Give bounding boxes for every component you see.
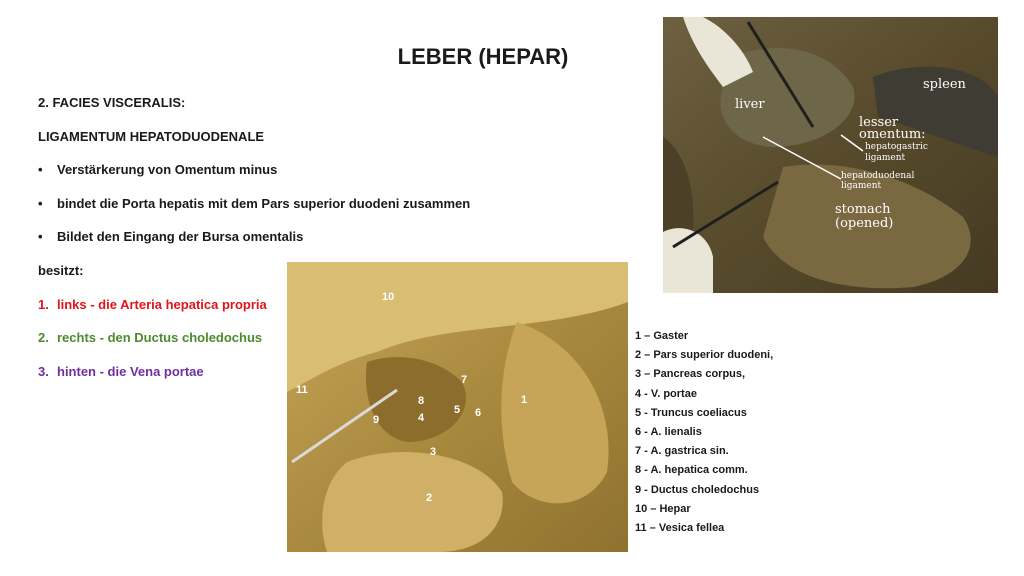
lesser-label: lesser [859,115,899,130]
label-10: 10 [382,291,395,303]
bullet-icon: • [38,195,43,211]
label-3: 3 [430,446,437,458]
label-7: 7 [461,374,468,386]
bullet-icon: • [38,162,43,178]
besitzt-label: besitzt: [38,262,84,278]
label-11: 11 [296,384,308,396]
legend-list [635,330,875,541]
hepatoduodenal-ligament-label: ligament [841,181,882,191]
stomach-label: stomach [835,202,891,217]
photo-illustration [287,262,628,552]
spleen-label: spleen [923,77,966,92]
label-8: 8 [418,395,425,407]
item-number: 3. [38,363,49,379]
bullet-text: Verstärkerung von Omentum minus [57,162,278,178]
bullet-text: Bildet den Eingang der Bursa omentalis [57,229,304,245]
slide-title: LEBER (HEPAR) [397,44,569,69]
legend-item: 3 – Pancreas corpus, [635,368,746,381]
legend-item: 11 – Vesica fellea [635,521,725,534]
label-4: 4 [418,412,425,424]
item-text: rechts - den Ductus choledochus [57,330,263,346]
legend-item: 2 – Pars superior duodeni, [635,349,774,362]
item-text: hinten - die Vena portae [57,363,204,379]
hepatogastric-ligament-label: ligament [865,153,906,163]
item-text: links - die Arteria hepatica propria [57,296,267,312]
label-6: 6 [475,407,482,419]
opened-label: (opened) [835,216,894,231]
bullet-item [38,196,508,230]
legend-item: 10 – Hepar [635,502,691,515]
legend-item: 1 – Gaster [635,330,689,342]
label-9: 9 [373,414,380,426]
legend-item: 5 - Truncus coeliacus [635,406,747,419]
bullet-text: bindet die Porta hepatis mit dem Pars superior duodeni zusammen [57,195,471,211]
legend-item: 7 - A. gastrica sin. [635,445,729,458]
item-number: 2. [38,330,49,346]
omentum-label: omentum: [859,127,926,142]
item-number: 1. [38,296,49,312]
hepatogastric-label: hepatogastric [865,142,928,152]
legend-item: 4 - V. portae [635,387,697,400]
legend-item: 6 - A. lienalis [635,425,702,438]
bullet-item [38,229,508,263]
anatomy-photo-omentum [663,17,998,293]
label-5: 5 [454,404,461,416]
bullet-icon: • [38,229,43,245]
section-heading: 2. FACIES VISCERALIS: [38,95,186,110]
label-1: 1 [521,394,528,406]
legend-item: 9 - Ductus choledochus [635,483,760,496]
photo-illustration [663,17,998,293]
liver-label: liver [735,97,765,112]
legend-item: 8 - A. hepatica comm. [635,464,748,477]
label-2: 2 [426,492,433,504]
bullet-item [38,162,508,196]
anatomy-photo-hepatoduodenal [287,262,628,552]
ligament-heading: LIGAMENTUM HEPATODUODENALE [38,128,265,144]
hepatoduodenal-label: hepatoduodenal [841,171,915,181]
